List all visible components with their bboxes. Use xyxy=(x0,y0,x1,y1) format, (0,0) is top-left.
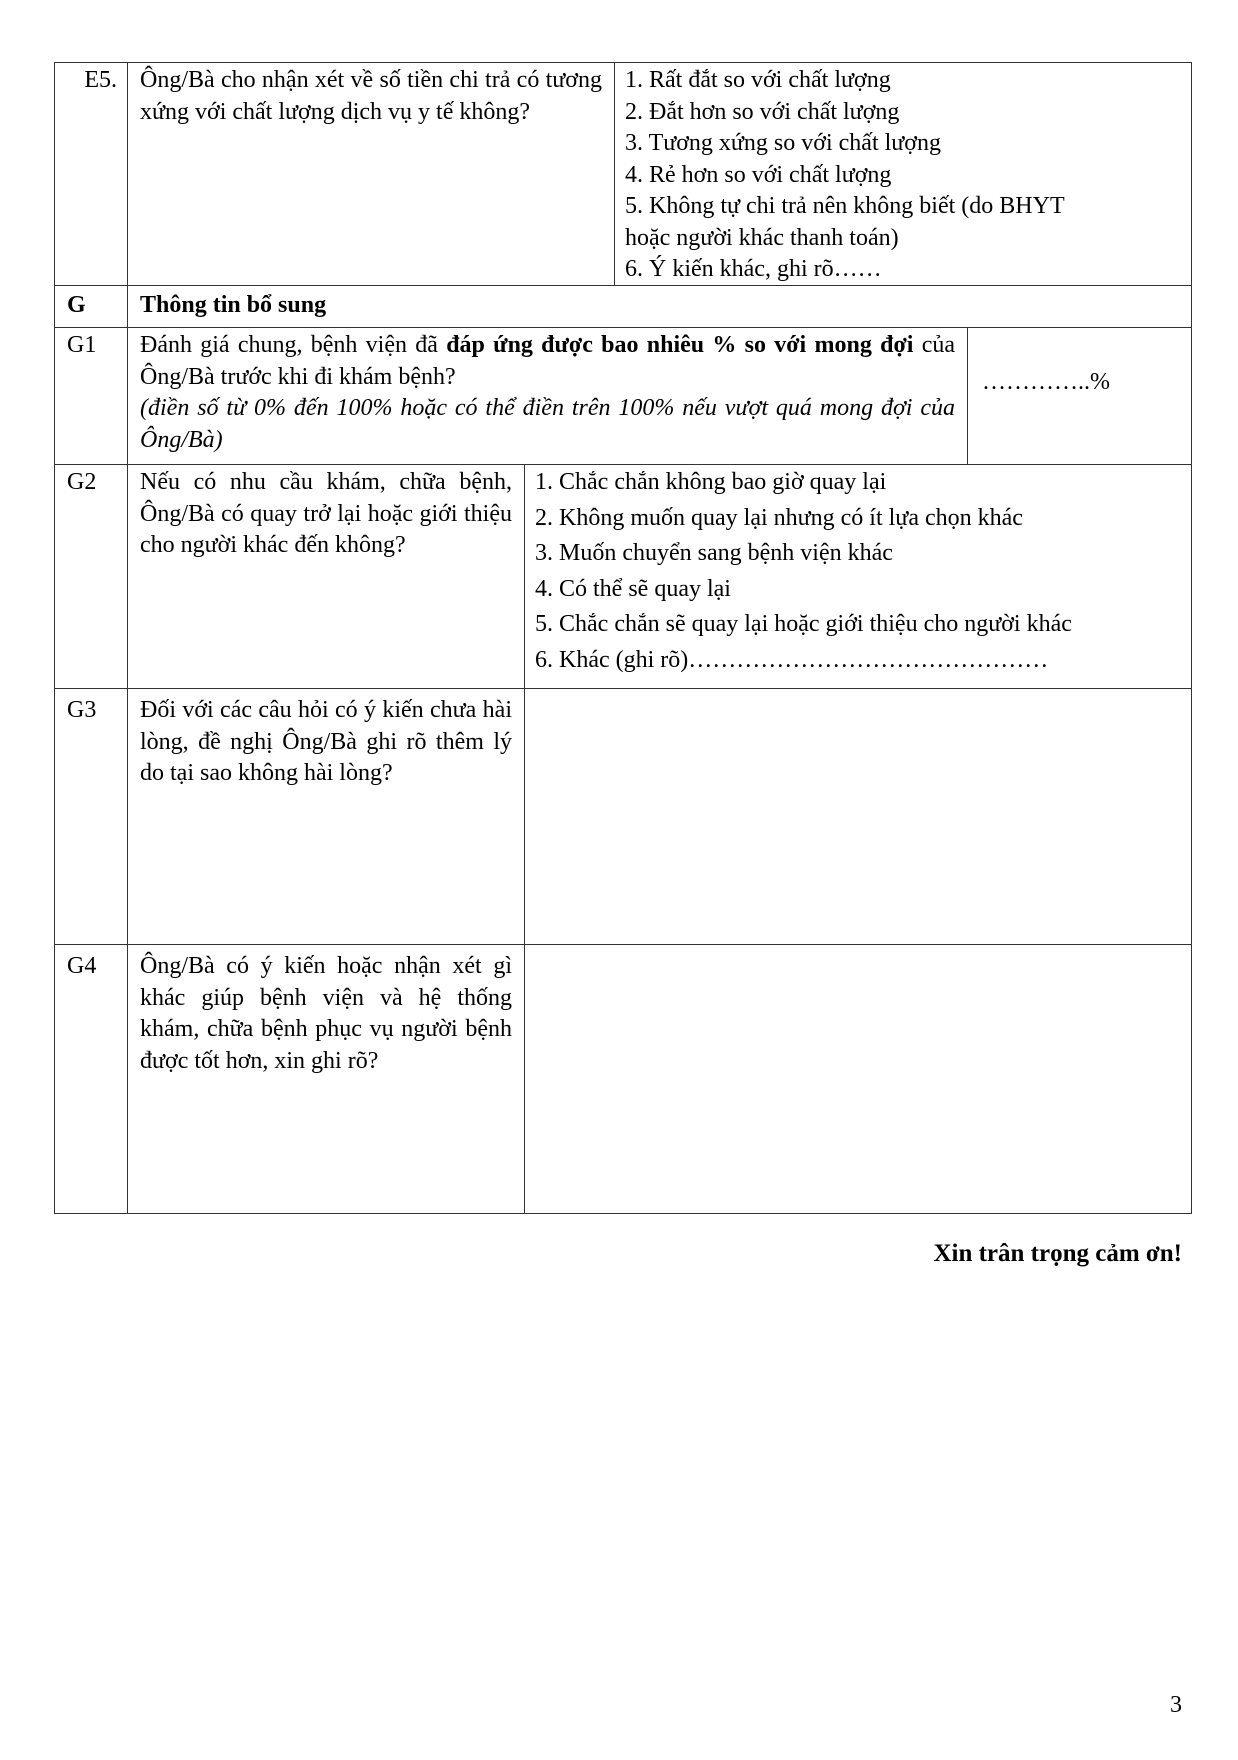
g4-answer-area[interactable] xyxy=(524,944,1192,1214)
g2-option: 1. Chắc chắn không bao giờ quay lại xyxy=(535,469,887,495)
e5-code: E5. xyxy=(84,67,117,93)
g4-code: G4 xyxy=(67,953,97,979)
g1-question-part1: Đánh giá chung, bệnh viện đã xyxy=(140,332,447,358)
g2-question-cell xyxy=(127,464,524,688)
g1-code: G1 xyxy=(67,332,97,358)
g2-option: 6. Khác (ghi rõ)……………………………………… xyxy=(535,646,1049,673)
e5-option: 3. Tương xứng so với chất lượng xyxy=(625,130,941,156)
g2-option: 2. Không muốn quay lại nhưng có ít lựa chọn khác xyxy=(535,504,1023,531)
g-section-code-cell xyxy=(54,285,127,327)
g1-answer-cell xyxy=(967,327,1192,464)
g2-option: 3. Muốn chuyển sang bệnh viện khác xyxy=(535,540,893,566)
g1-note: (điền số từ 0% đến 100% hoặc có thể điền trên 100% nếu vượt quá mong đợi của Ông/Bà) xyxy=(140,395,955,453)
e5-option: 1. Rất đắt so với chất lượng xyxy=(625,67,891,93)
g1-answer-blank[interactable]: …………..% xyxy=(982,369,1110,395)
g2-code-cell xyxy=(54,464,127,688)
g-section-title-cell xyxy=(127,285,1192,327)
g1-question-bold: đáp ứng được bao nhiêu % so với mong đợi xyxy=(446,332,914,358)
g3-answer-area[interactable] xyxy=(524,688,1192,944)
g1-question-part2: của Ông/Bà trước khi đi khám bệnh? xyxy=(140,332,955,390)
g3-code-cell xyxy=(54,688,127,944)
g1-code-cell xyxy=(54,327,127,464)
g-section-title: Thông tin bổ sung xyxy=(140,292,327,318)
g2-question: Nếu có nhu cầu khám, chữa bệnh, Ông/Bà có quay trở lại hoặc giới thiệu cho người khác đến không? xyxy=(140,469,512,558)
e5-option: 5. Không tự chi trả nên không biết (do BHYT xyxy=(625,193,1065,219)
g1-question-cell xyxy=(127,327,967,464)
g2-code: G2 xyxy=(67,469,97,495)
e5-option: hoặc người khác thanh toán) xyxy=(625,224,899,251)
g3-question-cell xyxy=(127,688,524,944)
g2-option: 5. Chắc chắn sẽ quay lại hoặc giới thiệu cho người khác xyxy=(535,611,1072,637)
g2-option: 4. Có thể sẽ quay lại xyxy=(535,575,731,602)
e5-option: 6. Ý kiến khác, ghi rõ…… xyxy=(625,256,882,282)
g4-question: Ông/Bà có ý kiến hoặc nhận xét gì khác giúp bệnh viện và hệ thống khám, chữa bệnh phục vụ người bệnh được tốt hơn, xin ghi rõ? xyxy=(140,953,512,1074)
e5-option: 4. Rẻ hơn so với chất lượng xyxy=(625,161,892,188)
g-section-code: G xyxy=(67,292,86,318)
closing-thanks: Xin trân trọng cảm ơn! xyxy=(933,1240,1182,1267)
g4-question-cell xyxy=(127,944,524,1214)
g3-code: G3 xyxy=(67,697,97,723)
e5-question: Ông/Bà cho nhận xét về số tiền chi trả có tương xứng với chất lượng dịch vụ y tế không? xyxy=(140,67,602,125)
g2-options-cell xyxy=(524,464,1192,688)
page-number: 3 xyxy=(1170,1692,1182,1718)
e5-option: 2. Đắt hơn so với chất lượng xyxy=(625,98,900,125)
g4-code-cell xyxy=(54,944,127,1214)
g3-question: Đối với các câu hỏi có ý kiến chưa hài lòng, đề nghị Ông/Bà ghi rõ thêm lý do tại sao không hài lòng? xyxy=(140,697,512,786)
e5-options-cell xyxy=(614,62,1192,285)
e5-code-cell xyxy=(54,62,127,285)
e5-question-cell xyxy=(127,62,614,285)
